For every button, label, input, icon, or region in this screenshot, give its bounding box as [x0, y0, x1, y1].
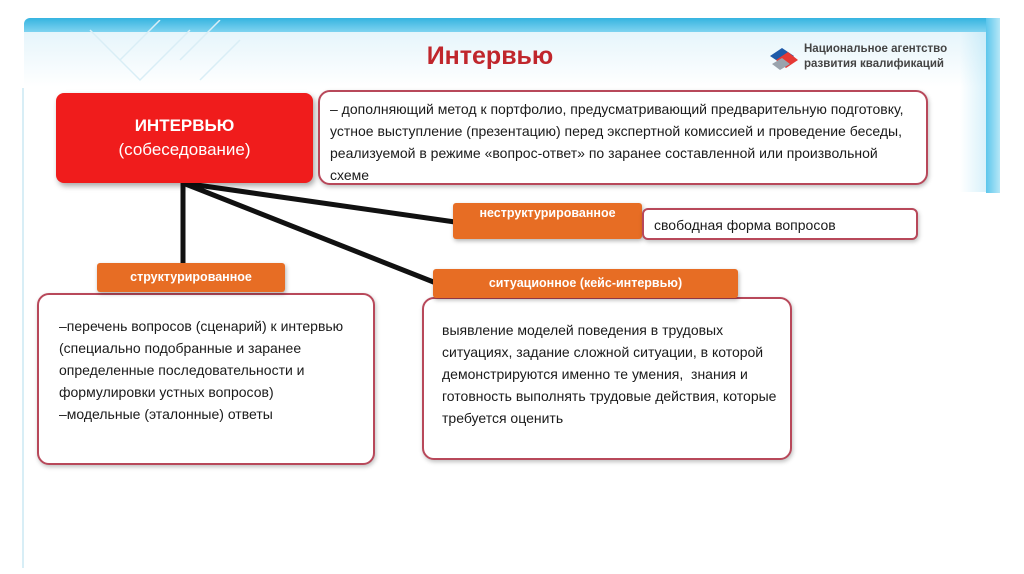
- unstructured-description-box: [642, 208, 918, 240]
- structured-item-2: –модельные (эталонные) ответы: [59, 406, 273, 422]
- logo-line-1: Национальное агентство: [804, 43, 948, 55]
- main-node-title: ИНТЕРВЬЮ: [134, 116, 235, 135]
- structured-description-box: [37, 293, 375, 465]
- structured-item-1: –перечень вопросов (сценарий) к интервью (специально подобранные и заранее определенные последовательности и формулировки устных вопросов): [59, 318, 348, 400]
- connector-unstructured: [183, 183, 455, 222]
- situational-label: ситуационное (кейс-интервью): [433, 269, 738, 298]
- definition-box: [318, 90, 928, 185]
- main-node-subtitle: (собеседование): [118, 140, 251, 159]
- unstructured-label: неструктурированное: [453, 203, 642, 239]
- logo-line-2: развития квалификаций: [804, 58, 944, 70]
- structured-label: структурированное: [97, 263, 285, 292]
- definition-text: – дополняющий метод к портфолио, предусматривающий предварительную подготовку, устное выступление (презентацию) перед экспертной комиссией и проведение беседы, реализуемой в режиме «вопрос-ответ» по заранее составленной или произвольной схеме: [330, 101, 904, 183]
- unstructured-description: свободная форма вопросов: [654, 217, 836, 233]
- situational-description: выявление моделей поведения в трудовых ситуациях, задание сложной ситуации, в которой демонстрируются именно те умения, знания и готовность выполнять трудовые действия, которые требуется оценить: [442, 322, 781, 426]
- interview-main-node: [56, 93, 313, 183]
- page-title: Интервью: [426, 42, 554, 70]
- situational-description-box: [422, 297, 792, 460]
